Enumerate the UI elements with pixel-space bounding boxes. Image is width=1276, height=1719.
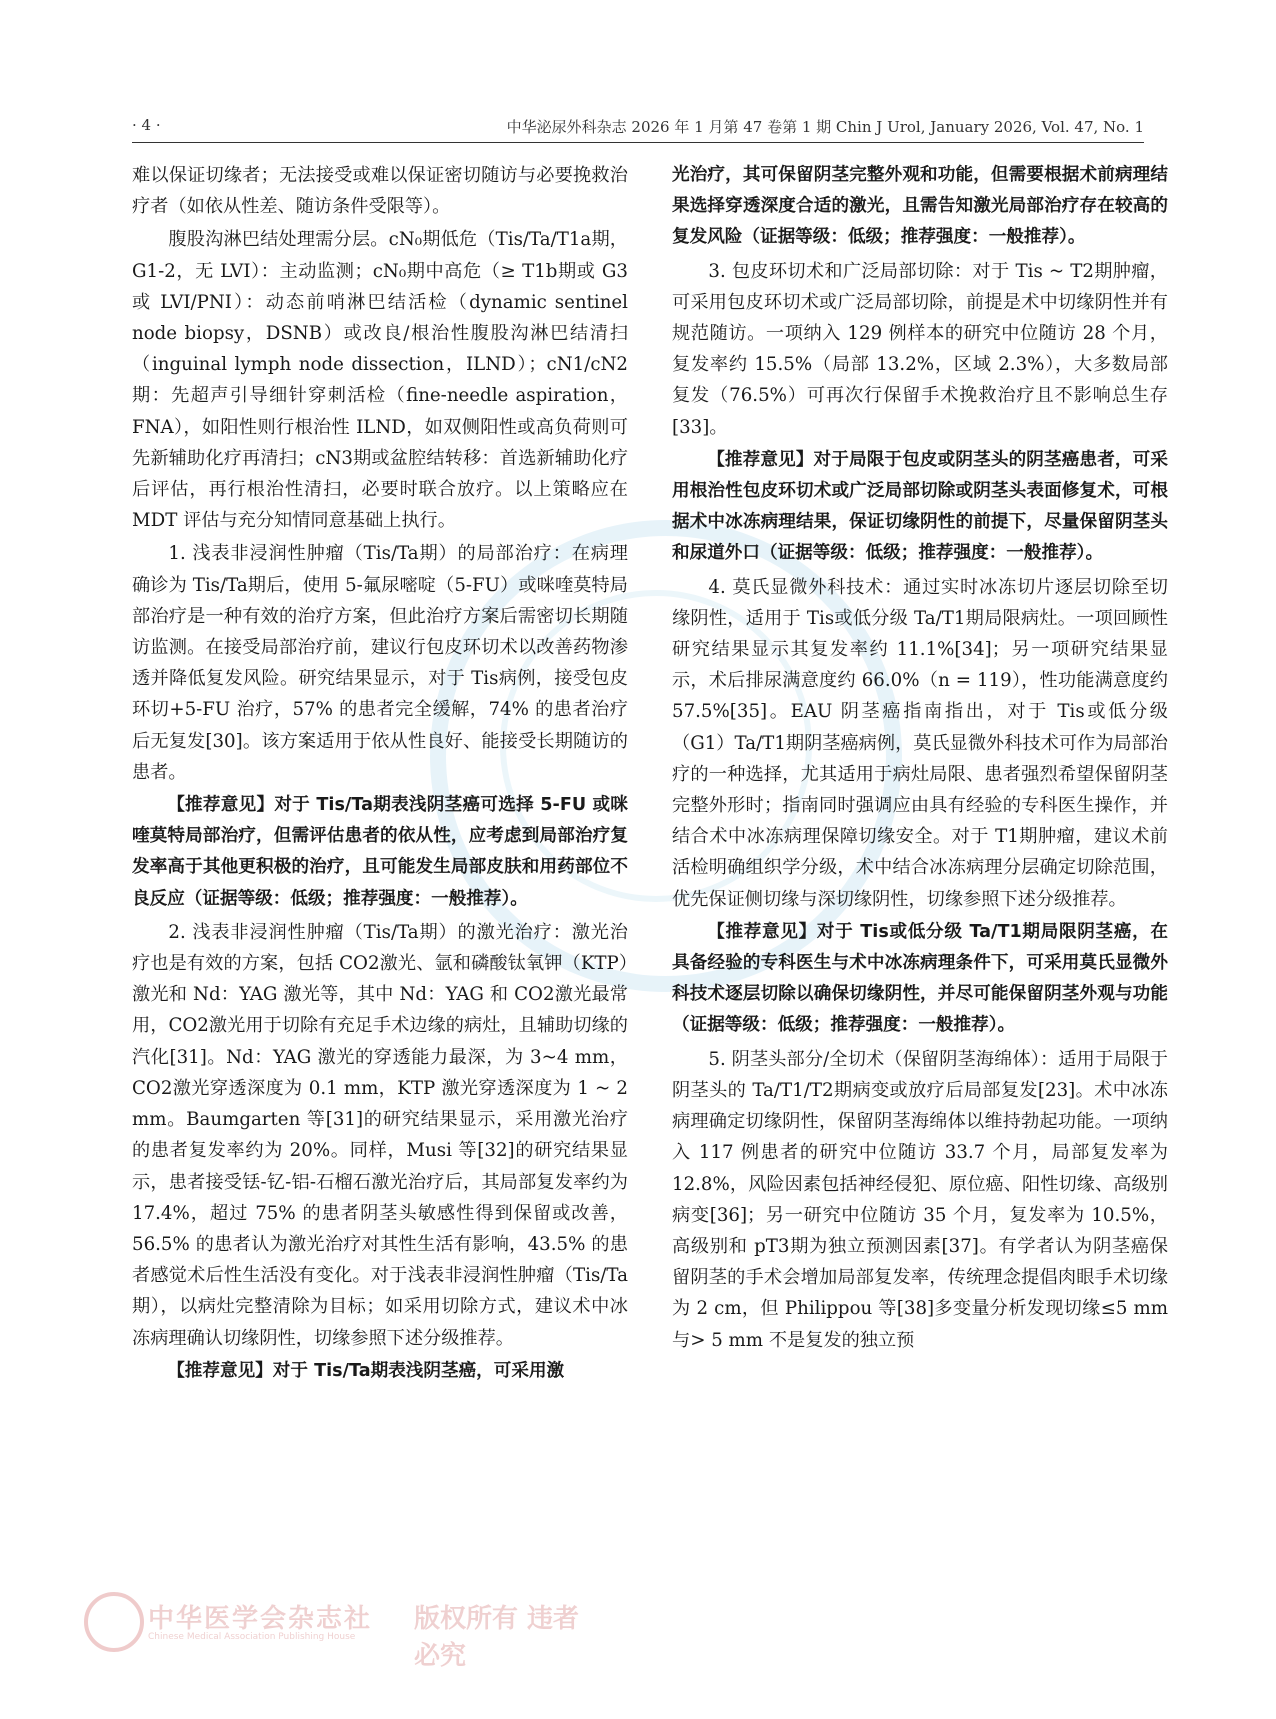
publisher-seal-icon	[84, 1592, 144, 1652]
recommendation: 光治疗，其可保留阴茎完整外观和功能，但需要根据术前病理结果选择穿透深度合适的激光，且需告知激光局部治疗存在较高的复发风险（证据等级：低级；推荐强度：一般推荐）。	[672, 165, 1168, 248]
paragraph: 3. 包皮环切术和广泛局部切除：对于 Tis ~ T2期肿瘤，可采用包皮环切术或广泛局部切除，前提是术中切缘阴性并有规范随访。一项纳入 129 例样本的研究中位随访 28 个月，复发率约 15.5%（局部 13.2%，区域 2.3%），大多数局部复发（76.5%）可再次行保留手术挽救治疗且不影响总生存[33]。	[672, 260, 1168, 438]
paragraph: 腹股沟淋巴结处理需分层。cN₀期低危（Tis/Ta/T1a期，G1-2，无 LVI）：主动监测；cN₀期中高危（≥ T1b期或 G3或 LVI/PNI）：动态前哨淋巴结活检（dynamic sentinel node biopsy，DSNB）或改良/根治性腹股沟淋巴结清扫（inguinal lymph node dissection，ILND）；cN1/cN2期：先超声引导细针穿刺活检（fine-needle aspiration，FNA），如阳性则行根治性 ILND，如双侧阳性或高负荷则可先新辅助化疗再清扫；cN3期或盆腔结转移：首选新辅助化疗后评估，再行根治性清扫，必要时联合放疗。以上策略应在 MDT 评估与充分知情同意基础上执行。	[132, 229, 628, 532]
paragraph: 5. 阴茎头部分/全切术（保留阴茎海绵体）：适用于局限于阴茎头的 Ta/T1/T2期病变或放疗后局部复发[23]。术中冰冻病理确定切缘阴性，保留阴茎海绵体以维持勃起功能。一项纳入 117 例患者的研究中位随访 33.7 个月，局部复发率为 12.8%，风险因素包括神经侵犯、原位癌、阳性切缘、高级别病变[36]；另一研究中位随访 35 个月，复发率为 10.5%，高级别和 pT3期为独立预测因素[37]。有学者认为阴茎癌保留阴茎的手术会增加局部复发率，传统理念提倡肉眼手术切缘为 2 cm，但 Philippou 等[38]多变量分析发现切缘≤5 mm 与> 5 mm 不是复发的独立预	[672, 1048, 1168, 1351]
journal-citation: 中华泌尿外科杂志 2026 年 1 月第 47 卷第 1 期 Chin J Urol, January 2026, Vol. 47, No. 1	[506, 118, 1144, 136]
recommendation: 【推荐意见】对于 Tis/Ta期表浅阴茎癌可选择 5-FU 或咪喹莫特局部治疗，但需评估患者的依从性，应考虑到局部治疗复发率高于其他更积极的治疗，且可能发生局部皮肤和用药部位不良反应（证据等级：低级；推荐强度：一般推荐）。	[132, 795, 628, 909]
paragraph: 1. 浅表非浸润性肿瘤（Tis/Ta期）的局部治疗：在病理确诊为 Tis/Ta期后，使用 5-氟尿嘧啶（5-FU）或咪喹莫特局部治疗是一种有效的治疗方案，但此治疗方案后需密切长期随访监测。在接受局部治疗前，建议行包皮环切术以改善药物渗透并降低复发风险。研究结果显示，对于 Tis病例，接受包皮环切+5-FU 治疗，57% 的患者完全缓解，74% 的患者治疗后无复发[30]。该方案适用于依从性良好、能接受长期随访的患者。	[132, 543, 628, 783]
publisher-watermark	[84, 1592, 584, 1671]
running-header	[132, 116, 1144, 138]
copyright-tagline: 版权所有 违者必究	[414, 1604, 580, 1671]
recommendation: 【推荐意见】对于 Tis或低分级 Ta/T1期局限阴茎癌，在具备经验的专科医生与术中冰冻病理条件下，可采用莫氏显微外科技术逐层切除以确保切缘阴性，并尽可能保留阴茎外观与功能（证据等级：低级；推荐强度：一般推荐）。	[672, 921, 1168, 1036]
paragraph: 2. 浅表非浸润性肿瘤（Tis/Ta期）的激光治疗：激光治疗也是有效的方案，包括 CO2激光、氩和磷酸钛氧钾（KTP）激光和 Nd：YAG 激光等，其中 Nd：YAG 和 CO2激光最常用，CO2激光用于切除有充足手术边缘的病灶，且辅助切缘的汽化[31]。Nd：YAG 激光的穿透能力最深，为 3~4 mm，CO2激光穿透深度为 0.1 mm，KTP 激光穿透深度为 1 ~ 2 mm。Baumgarten 等[31]的研究结果显示，采用激光治疗的患者复发率约为 20%。同样，Musi 等[32]的研究结果显示，患者接受铥-钇-铝-石榴石激光治疗后，其局部复发率约为 17.4%，超过 75% 的患者阴茎头敏感性得到保留或改善，56.5% 的患者认为激光治疗对其性生活有影响，43.5% 的患者感觉术后性生活没有变化。对于浅表非浸润性肿瘤（Tis/Ta期），以病灶完整清除为目标；如采用切除方式，建议术中冰冻病理确认切缘阴性，切缘参照下述分级推荐。	[132, 921, 628, 1349]
left-column	[132, 160, 628, 1580]
page-number: · 4 ·	[132, 116, 161, 134]
paragraph: 4. 莫氏显微外科技术：通过实时冰冻切片逐层切除至切缘阴性，适用于 Tis或低分级 Ta/T1期局限病灶。一项回顾性研究结果显示其复发率约 11.1%[34]；另一项研究结果显示，术后排尿满意度约 66.0%（n = 119），性功能满意度约 57.5%[35]。EAU 阴茎癌指南指出，对于 Tis或低分级（G1）Ta/T1期阴茎癌病例，莫氏显微外科技术可作为局部治疗的一种选择，尤其适用于病灶局限、患者强烈希望保留阴茎完整外形时；指南同时强调应由具有经验的专科医生操作，并结合术中冰冻病理保障切缘安全。对于 T1期肿瘤，建议术前活检明确组织学分级，术中结合冰冻病理分层确定切除范围，优先保证侧切缘与深切缘阴性，切缘参照下述分级推荐。	[672, 576, 1168, 910]
publisher-name-en: Chinese Medical Association Publishing House	[148, 1632, 356, 1642]
right-column	[672, 160, 1168, 1580]
publisher-name: 中华医学会杂志社	[148, 1604, 373, 1634]
paragraph: 难以保证切缘者；无法接受或难以保证密切随访与必要挽救治疗者（如依从性差、随访条件受限等）。	[132, 165, 628, 218]
recommendation: 【推荐意见】对于 Tis/Ta期表浅阴茎癌，可采用激	[167, 1360, 565, 1381]
header-rule	[132, 142, 1144, 143]
recommendation: 【推荐意见】对于局限于包皮或阴茎头的阴茎癌患者，可采用根治性包皮环切术或广泛局部切除或阴茎头表面修复术，可根据术中冰冻病理结果，保证切缘阴性的前提下，尽量保留阴茎头和尿道外口（证据等级：低级；推荐强度：一般推荐）。	[672, 449, 1168, 564]
